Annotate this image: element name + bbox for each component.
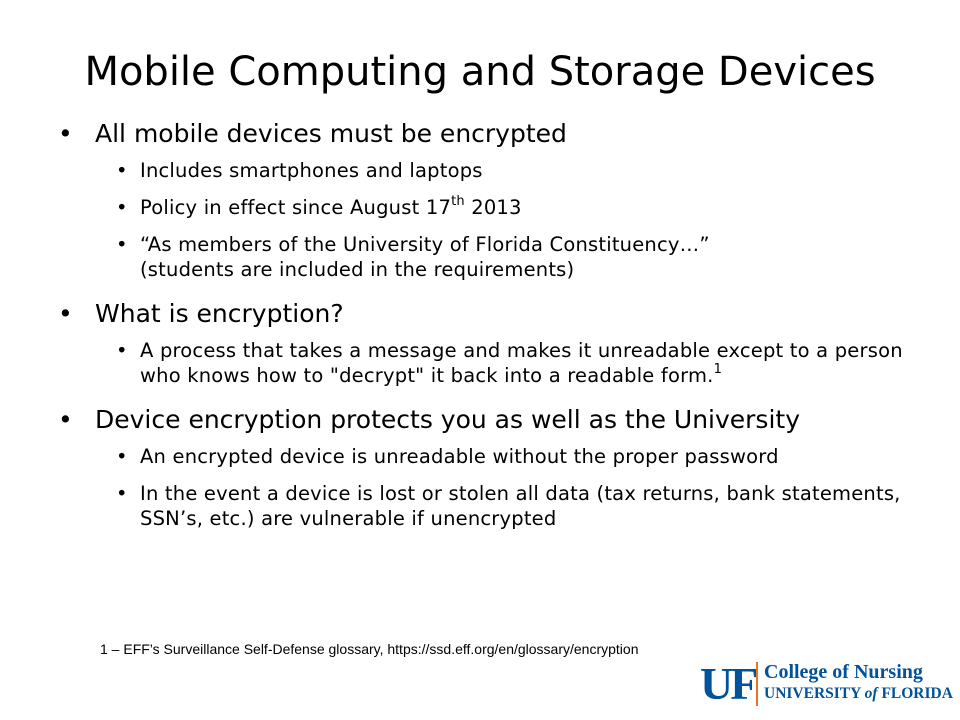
sub-bullet-text: Policy in effect since August 17 <box>140 196 452 219</box>
bullet-text: All mobile devices must be encrypted <box>95 119 567 148</box>
logo-university-prefix: UNIVERSITY <box>764 685 865 702</box>
sub-bullet-text: In the event a device is lost or stolen all data (tax returns, bank statements, SSN’s, etc.) are vulnerable if unencrypted <box>140 482 901 530</box>
bullet-dot: • <box>116 233 128 256</box>
sub-bullet-text: An encrypted device is unreadable without the proper password <box>140 445 779 468</box>
bullet-dot: • <box>58 299 73 328</box>
bullet-dot: • <box>116 445 128 468</box>
bullet-dot: • <box>116 159 128 182</box>
sub-bullet-text: A process that takes a message and makes it unreadable except to a person who knows how to "decrypt" it back into a readable form. <box>140 339 903 387</box>
bullet-dot: • <box>116 339 128 362</box>
logo-college-name: College of Nursing <box>764 661 923 683</box>
bullet-dot: • <box>116 482 128 505</box>
uf-monogram <box>700 660 755 708</box>
uf-college-of-nursing-logo <box>700 658 953 709</box>
bullet-mobile-devices <box>58 116 928 152</box>
logo-divider <box>756 662 758 706</box>
sub-bullet-unreadable <box>116 444 928 469</box>
sub-bullet-lost-stolen <box>116 481 928 531</box>
logo-university-name <box>764 684 953 704</box>
bullet-text: What is encryption? <box>95 299 344 328</box>
sub-bullet-constituency <box>116 232 928 282</box>
uf-monogram-u: U <box>700 658 731 709</box>
logo-university-suffix: FLORIDA <box>877 685 953 702</box>
footnote: 1 – EFF’s Surveillance Self-Defense glossary, https://ssd.eff.org/en/glossary/encryption <box>100 641 639 657</box>
sub-bullet-encryption-definition <box>116 338 928 388</box>
sub-bullet-text: Includes smartphones and laptops <box>140 159 483 182</box>
slide-body <box>58 116 928 543</box>
sub-bullet-text-line1: “As members of the University of Florida Constituency…” <box>140 233 710 256</box>
bullet-dot: • <box>116 196 128 219</box>
slide-title: Mobile Computing and Storage Devices <box>84 49 876 95</box>
superscript-th: th <box>451 193 465 209</box>
sub-bullet-policy-date <box>116 195 928 220</box>
bullet-device-encryption <box>58 402 928 438</box>
uf-monogram-f: F <box>730 658 756 709</box>
sub-bullet-text-line2: (students are included in the requirements) <box>140 258 575 281</box>
sub-bullet-text-end: 2013 <box>464 196 522 219</box>
bullet-what-is-encryption <box>58 296 928 332</box>
footnote-marker: 1 <box>713 361 723 377</box>
sub-bullet-smartphones <box>116 158 928 183</box>
bullet-dot: • <box>58 405 73 434</box>
logo-university-of: of <box>864 685 878 702</box>
bullet-dot: • <box>58 119 73 148</box>
bullet-text: Device encryption protects you as well as the University <box>95 405 801 434</box>
